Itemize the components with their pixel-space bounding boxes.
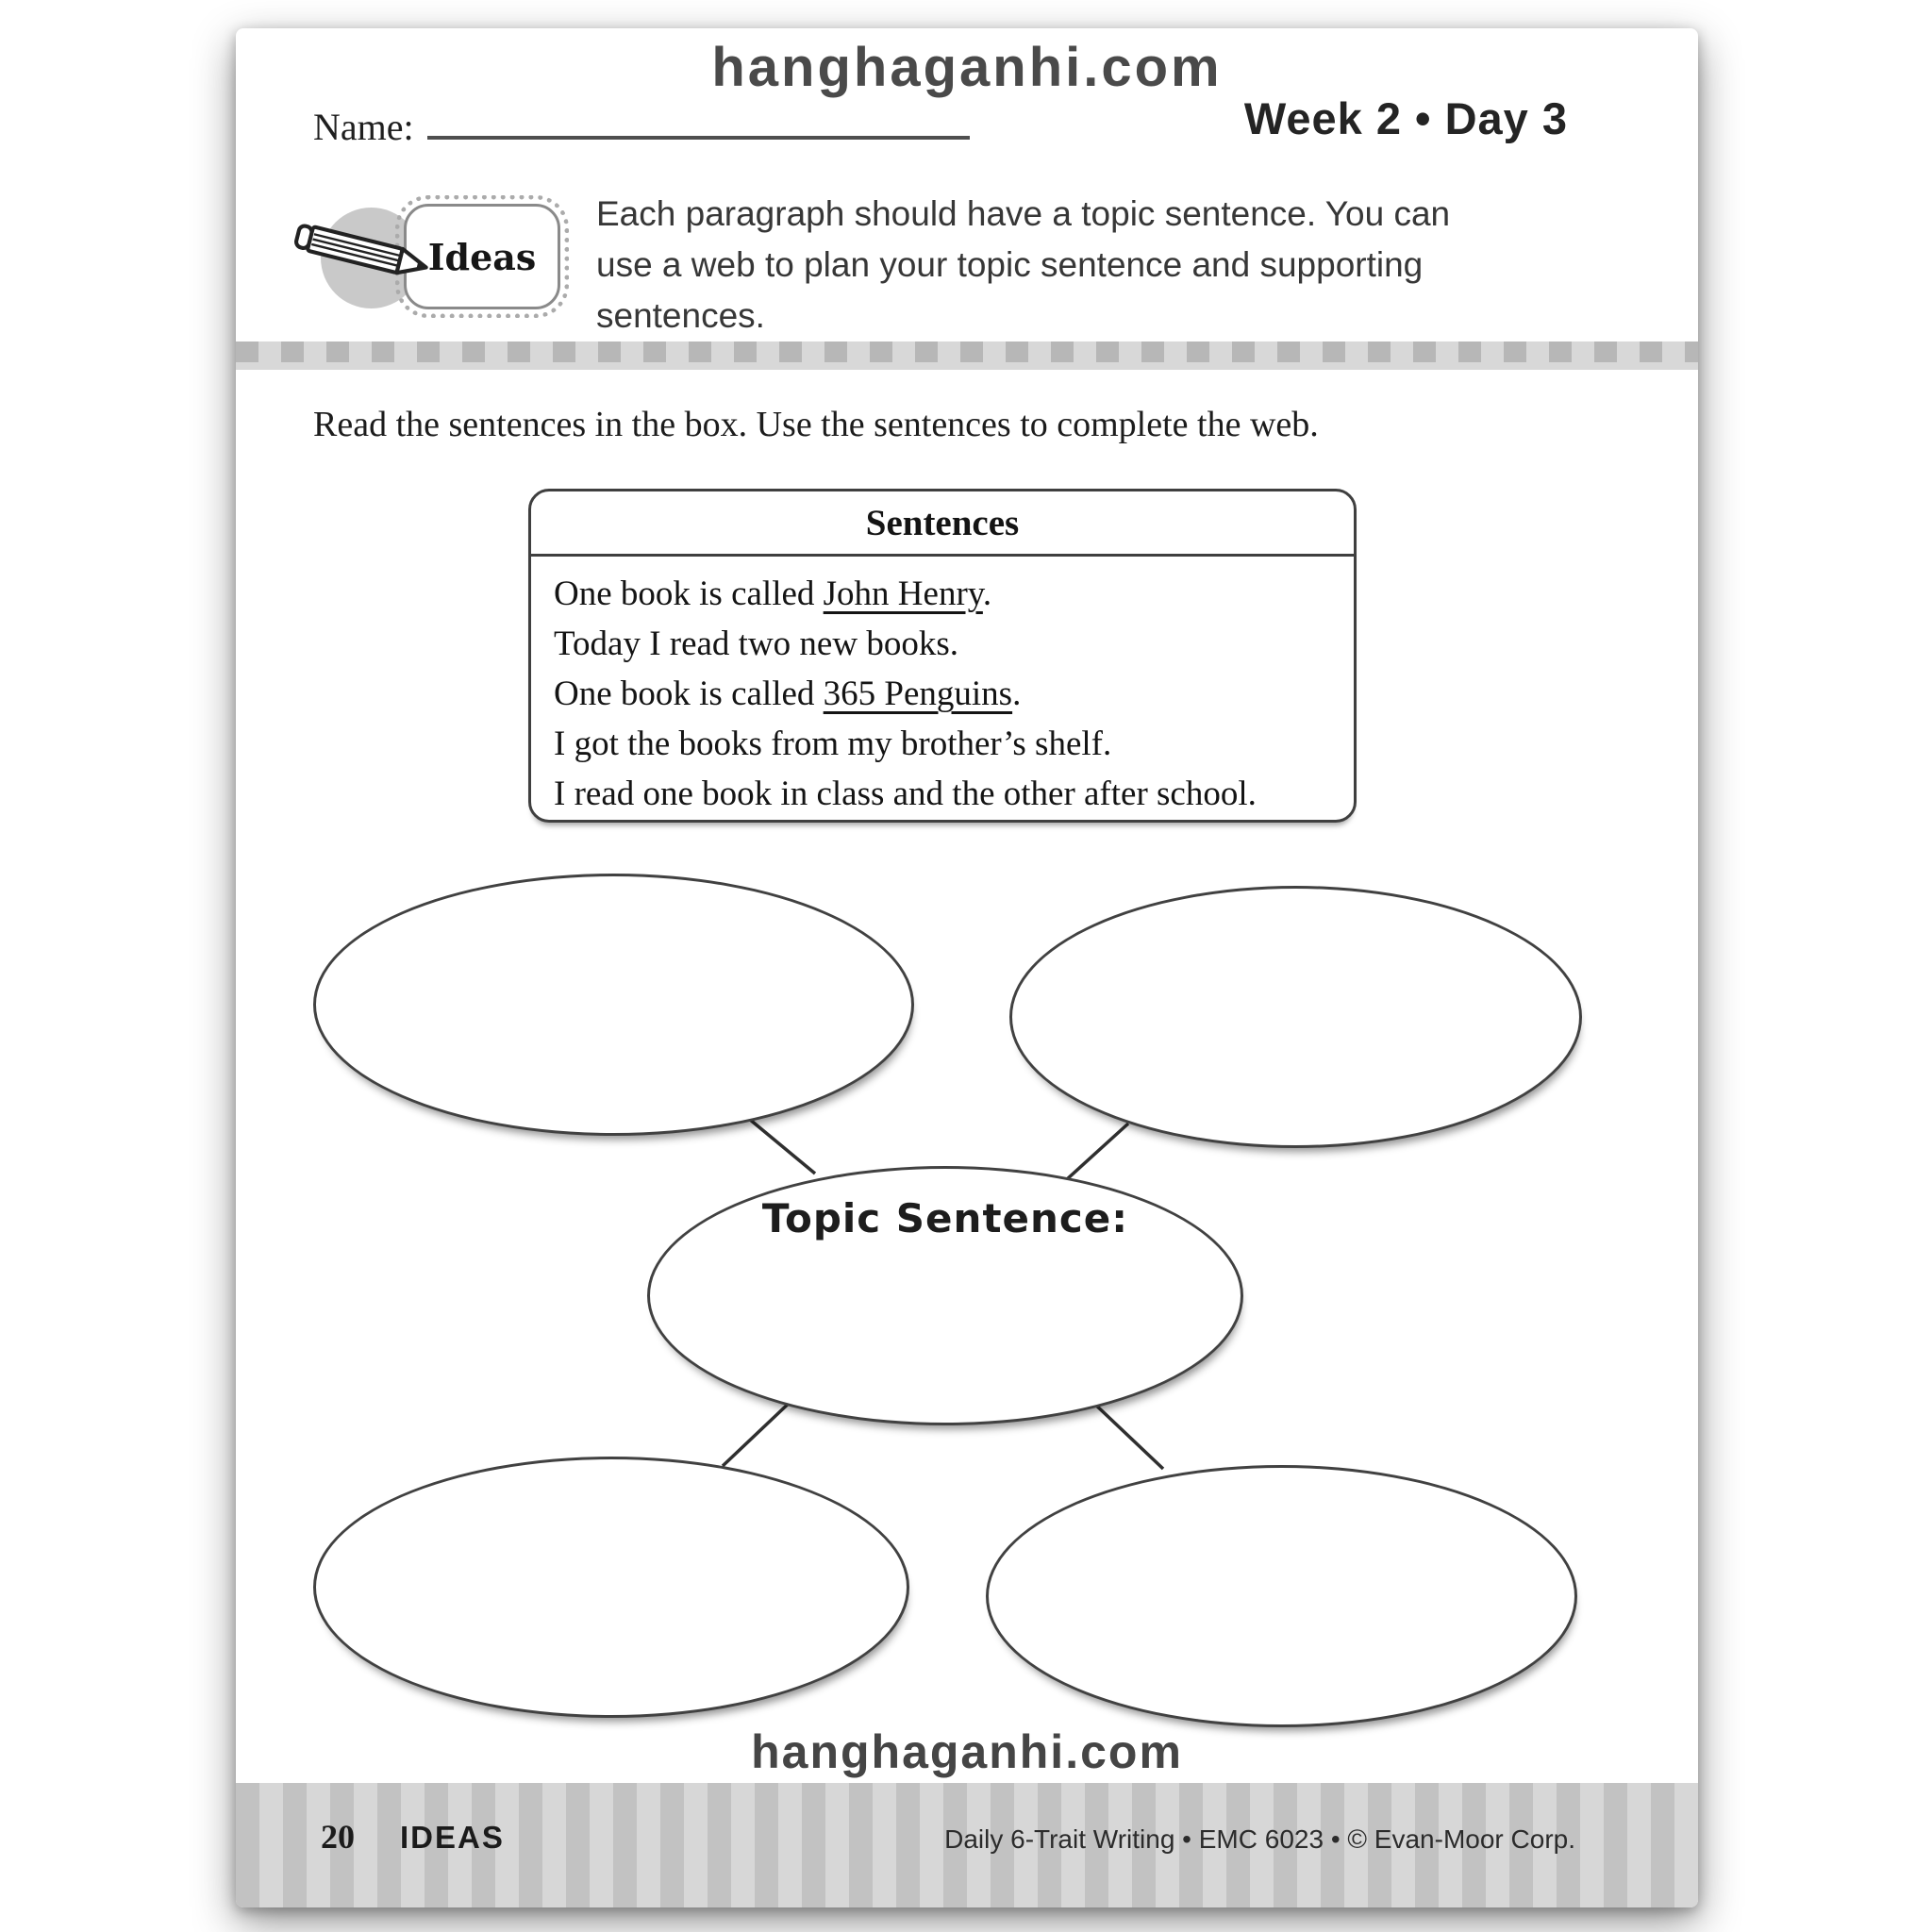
worksheet-page [236,28,1698,1907]
sentence-item [554,569,1341,619]
sentence-text: . [1012,675,1022,713]
pencil-icon [291,215,446,294]
watermark-bottom: hanghaganhi.com [751,1725,1183,1778]
lesson-intro-line: Each paragraph should have a topic sentence. You can [596,194,1451,233]
lesson-intro-line: sentences. [596,296,765,335]
name-label: Name: [313,106,414,148]
page-number: 20 [321,1818,355,1856]
name-row [313,104,970,149]
ideas-badge-label: Ideas [427,235,537,278]
sentence-underlined-title: 365 Penguins [823,675,1013,713]
topic-sentence-label: Topic Sentence: [761,1195,1129,1241]
directions-text: Read the sentences in the box. Use the sentences to complete the web. [313,405,1319,444]
sentence-text: One book is called [554,575,824,613]
sentence-text: I read one book in class and the other after school. [554,774,1257,813]
sentence-text: Today I read two new books. [554,625,958,663]
sentence-item [554,669,1341,719]
sentence-item [554,719,1341,769]
sentence-underlined-title: John Henry [823,575,983,613]
lesson-intro-line: use a web to plan your topic sentence and supporting [596,245,1424,284]
web-oval-top-left[interactable] [313,874,914,1136]
web-oval-center[interactable] [647,1166,1243,1425]
sentences-box [528,489,1357,823]
sentence-text: One book is called [554,675,824,713]
watermark-top: hanghaganhi.com [711,37,1223,98]
sentence-text: I got the books from my brother’s shelf. [554,724,1112,763]
name-blank-line[interactable] [427,104,970,140]
sentence-item [554,619,1341,669]
footer-section-label: IDEAS [400,1820,505,1855]
sentence-item [554,769,1341,819]
footer-row [321,1817,1575,1857]
lesson-intro [596,189,1450,341]
sentences-box-title: Sentences [531,491,1354,557]
web-oval-bottom-right[interactable] [986,1465,1577,1727]
footer-band [236,1783,1698,1907]
web-oval-bottom-left[interactable] [313,1457,909,1718]
sentence-text: . [982,575,992,613]
sentences-list [531,557,1354,819]
week-day-heading: Week 2 • Day 3 [1243,93,1568,143]
web-oval-top-right[interactable] [1009,886,1582,1148]
striped-divider [236,341,1698,370]
footer-credit: Daily 6-Trait Writing • EMC 6023 • © Evan-Moor Corp. [944,1824,1575,1854]
